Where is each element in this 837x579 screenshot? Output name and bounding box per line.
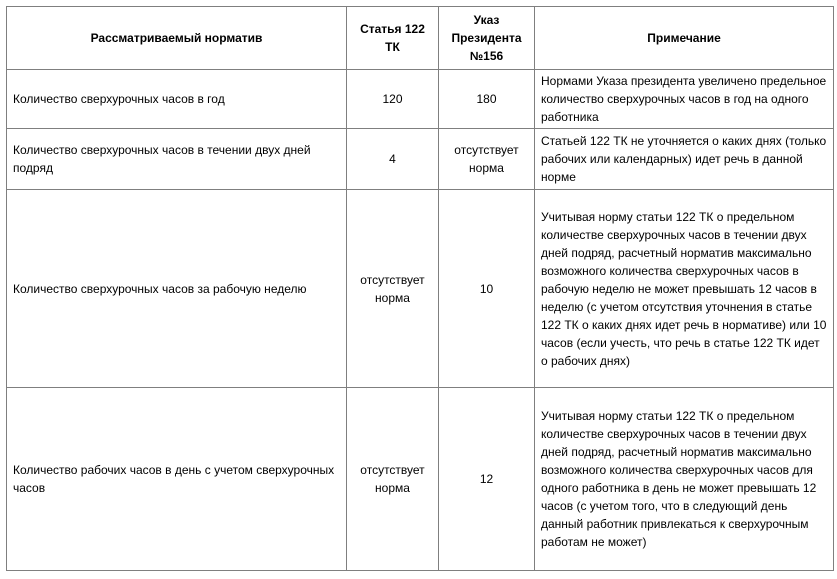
header-decree-156: Указ Президента №156 xyxy=(439,7,535,70)
cell-note: Учитывая норму статьи 122 ТК о предельном количестве сверхурочных часов в течении двух дней подряд, расчетный норматив максимально возможного количества сверхурочных часов в рабочую неделю не может превышать 12 часов в неделю (с учетом отсутствия уточнения в статье 122 ТК о каких днях идет речь в нормативе) или 10 часов (если учесть, что речь в статье 122 ТК идет о рабочих днях) xyxy=(535,190,834,388)
cell-article-122: 120 xyxy=(347,70,439,129)
table-row xyxy=(7,388,834,571)
cell-article-122: отсутствует норма xyxy=(347,388,439,571)
table-row xyxy=(7,70,834,129)
cell-article-122: отсутствует норма xyxy=(347,190,439,388)
table-row xyxy=(7,129,834,190)
cell-note: Статьей 122 ТК не уточняется о каких днях (только рабочих или календарных) идет речь в данной норме xyxy=(535,129,834,190)
cell-norm: Количество рабочих часов в день с учетом сверхурочных часов xyxy=(7,388,347,571)
cell-norm: Количество сверхурочных часов в год xyxy=(7,70,347,129)
cell-note: Нормами Указа президента увеличено предельное количество сверхурочных часов в год на одного работника xyxy=(535,70,834,129)
cell-norm: Количество сверхурочных часов в течении двух дней подряд xyxy=(7,129,347,190)
cell-decree-156: 10 xyxy=(439,190,535,388)
cell-decree-156: отсутствует норма xyxy=(439,129,535,190)
norms-comparison-table xyxy=(6,6,834,571)
table-row xyxy=(7,190,834,388)
table-header-row xyxy=(7,7,834,70)
header-article-122: Статья 122 ТК xyxy=(347,7,439,70)
cell-decree-156: 180 xyxy=(439,70,535,129)
header-note: Примечание xyxy=(535,7,834,70)
header-norm: Рассматриваемый норматив xyxy=(7,7,347,70)
document-page xyxy=(6,6,833,575)
cell-norm: Количество сверхурочных часов за рабочую неделю xyxy=(7,190,347,388)
cell-article-122: 4 xyxy=(347,129,439,190)
cell-note: Учитывая норму статьи 122 ТК о предельном количестве сверхурочных часов в течении двух дней подряд, расчетный норматив максимально возможного количества сверхурочных часов для одного работника в день не может превышать 12 часов (с учетом того, что в следующий день данный работник привлекаться к сверхурочным работам не может) xyxy=(535,388,834,571)
cell-decree-156: 12 xyxy=(439,388,535,571)
